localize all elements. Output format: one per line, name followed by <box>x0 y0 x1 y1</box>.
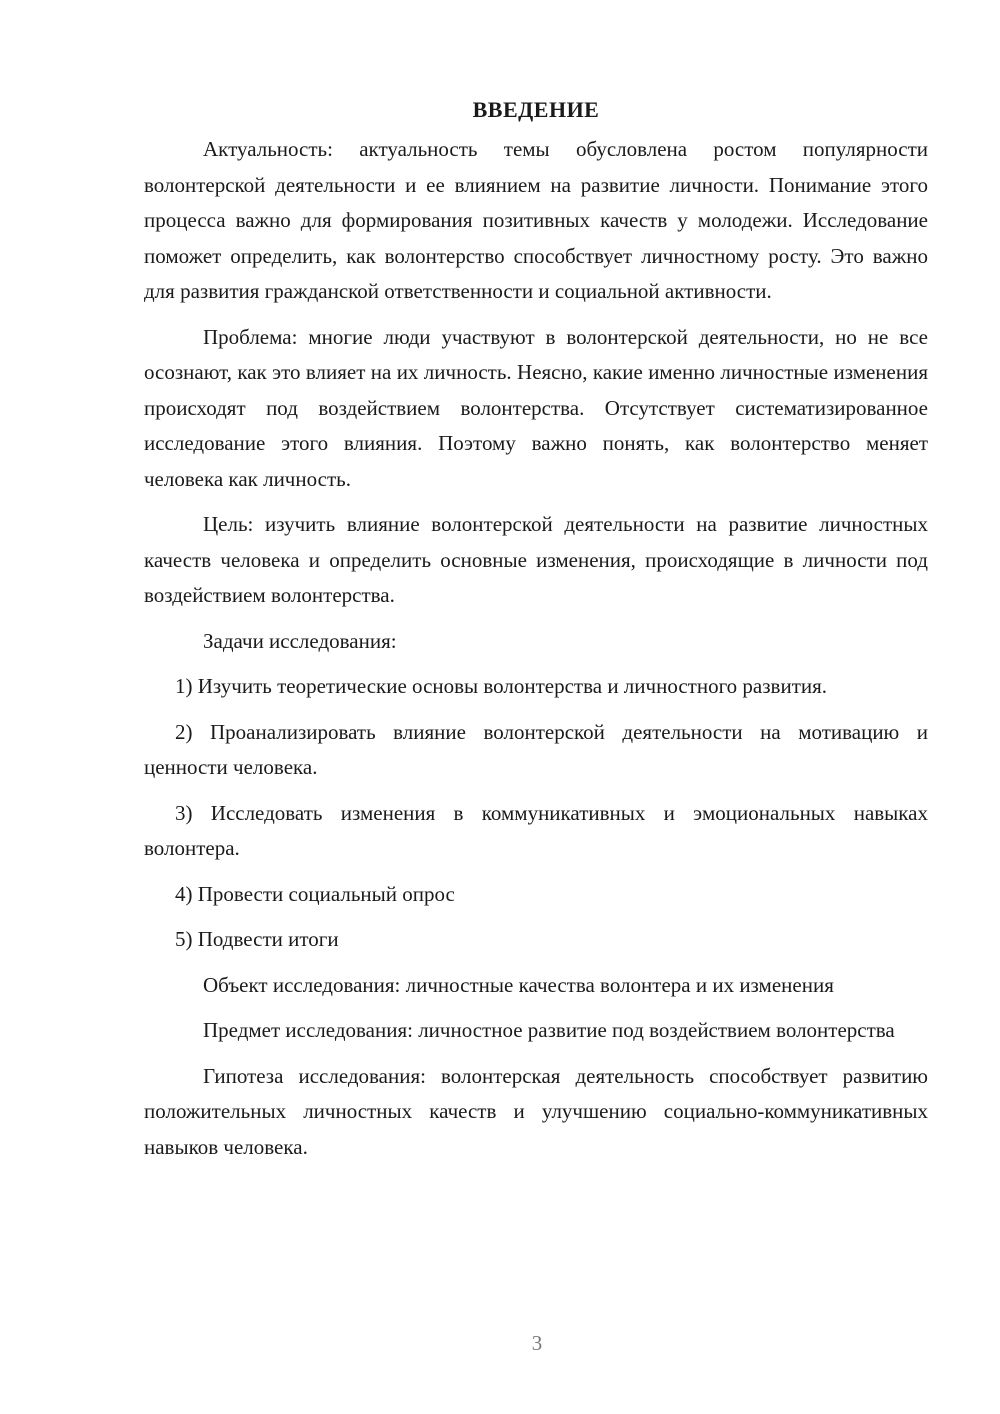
paragraph-problem: Проблема: многие люди участвуют в волонтерской деятельности, но не все осознают, как это влияет на их личность. Неясно, какие именно личностные изменения происходят под воздействием волонтерства. Отсутствует систематизированное исследование этого влияния. Поэтому важно понять, как волонтерство меняет человека как личность. <box>144 324 928 491</box>
paragraph-goal: Цель: изучить влияние волонтерской деятельности на развитие личностных качеств человека и определить основные изменения, происходящие в личности под воздействием волонтерства. <box>144 512 928 607</box>
paragraph-object: Объект исследования: личностные качества волонтера и их изменения <box>203 972 834 997</box>
task-item-5: 5) Подвести итоги <box>175 927 339 951</box>
page-number: 3 <box>531 1331 543 1355</box>
paragraph-subject: Предмет исследования: личностное развитие под воздействием волонтерства <box>203 1018 895 1042</box>
paragraph-relevance: Актуальность: актуальность темы обусловлена ростом популярности волонтерской деятельности и ее влиянием на развитие личности. Понимание этого процесса важно для формирования позитивных качеств у молодежи. Исследование поможет определить, как волонтерство способствует личностному росту. Это важно для развития гражданской ответственности и социальной активности. <box>144 137 928 303</box>
paragraph-hypothesis: Гипотеза исследования: волонтерская деятельность способствует развитию положительных личностных качеств и улучшению социально-коммуникативных навыков человека. <box>144 1063 928 1159</box>
document-page <box>144 92 928 1175</box>
task-item-3: 3) Исследовать изменения в коммуникативных и эмоциональных навыках волонтера. <box>144 800 928 860</box>
task-item-2: 2) Проанализировать влияние волонтерской деятельности на мотивацию и ценности человека. <box>144 719 928 779</box>
task-item-1: 1) Изучить теоретические основы волонтерства и личностного развития. <box>175 674 828 698</box>
paragraph-tasks-heading: Задачи исследования: <box>203 628 397 653</box>
task-item-4: 4) Провести социальный опрос <box>175 881 455 906</box>
page-title: ВВЕДЕНИЕ <box>472 97 600 122</box>
